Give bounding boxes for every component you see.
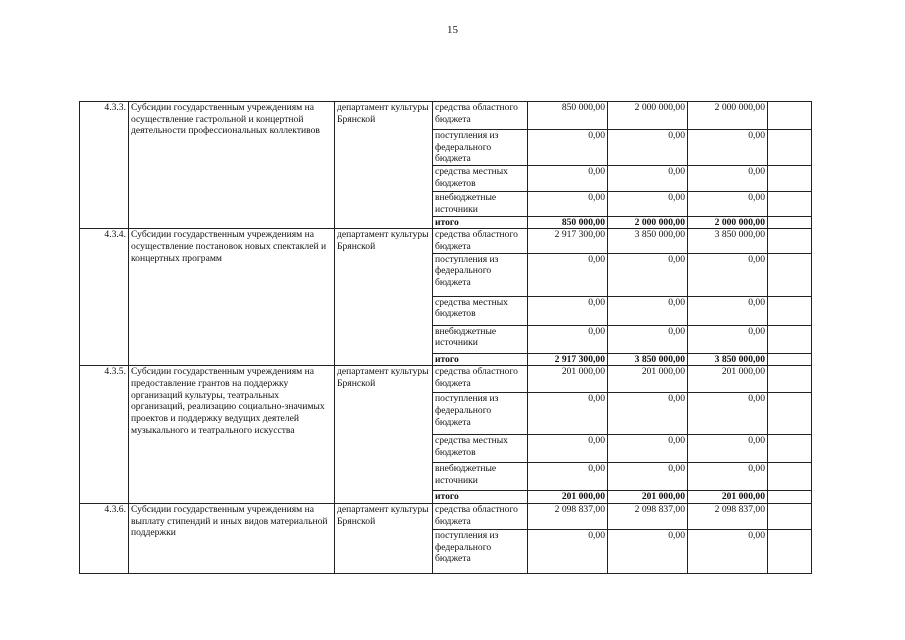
empty-cell bbox=[768, 130, 812, 166]
amount-year-3: 2 098 837,00 bbox=[688, 504, 768, 530]
row-number: 4.3.5. bbox=[80, 366, 129, 504]
amount-year-1: 0,00 bbox=[528, 325, 608, 353]
amount-year-1: 0,00 bbox=[528, 253, 608, 296]
amount-year-3: 3 850 000,00 bbox=[688, 353, 768, 366]
amount-year-2: 2 000 000,00 bbox=[608, 216, 688, 229]
amount-year-1: 0,00 bbox=[528, 435, 608, 463]
empty-cell bbox=[768, 366, 812, 393]
amount-year-2: 2 098 837,00 bbox=[608, 504, 688, 530]
funding-source: итого bbox=[433, 353, 528, 366]
amount-year-2: 0,00 bbox=[608, 296, 688, 325]
funding-source: внебюджетные источники bbox=[433, 192, 528, 216]
row-number: 4.3.6. bbox=[80, 504, 129, 574]
table-row bbox=[80, 229, 812, 253]
amount-year-2: 201 000,00 bbox=[608, 366, 688, 393]
amount-year-1: 0,00 bbox=[528, 463, 608, 491]
row-executor: департамент культуры Брянской bbox=[335, 504, 433, 574]
amount-year-2: 0,00 bbox=[608, 393, 688, 435]
empty-cell bbox=[768, 491, 812, 504]
row-executor: департамент культуры Брянской bbox=[335, 229, 433, 366]
amount-year-3: 0,00 bbox=[688, 192, 768, 216]
budget-table bbox=[79, 101, 812, 574]
amount-year-2: 0,00 bbox=[608, 530, 688, 574]
amount-year-3: 0,00 bbox=[688, 130, 768, 166]
amount-year-1: 850 000,00 bbox=[528, 102, 608, 130]
amount-year-2: 201 000,00 bbox=[608, 491, 688, 504]
empty-cell bbox=[768, 166, 812, 192]
empty-cell bbox=[768, 504, 812, 530]
amount-year-2: 3 850 000,00 bbox=[608, 229, 688, 253]
row-description: Субсидии государственным учреждениям на осуществление постановок новых спектаклей и концертных программ bbox=[129, 229, 335, 366]
amount-year-1: 201 000,00 bbox=[528, 366, 608, 393]
row-executor: департамент культуры Брянской bbox=[335, 366, 433, 504]
funding-source: внебюджетные источники bbox=[433, 325, 528, 353]
table-row bbox=[80, 504, 812, 530]
table-row bbox=[80, 102, 812, 130]
amount-year-1: 201 000,00 bbox=[528, 491, 608, 504]
row-executor: департамент культуры Брянской bbox=[335, 102, 433, 229]
empty-cell bbox=[768, 253, 812, 296]
funding-source: поступления из федерального бюджета bbox=[433, 130, 528, 166]
amount-year-1: 0,00 bbox=[528, 296, 608, 325]
amount-year-2: 0,00 bbox=[608, 463, 688, 491]
empty-cell bbox=[768, 353, 812, 366]
amount-year-3: 0,00 bbox=[688, 435, 768, 463]
funding-source: средства областного бюджета bbox=[433, 102, 528, 130]
funding-source: средства областного бюджета bbox=[433, 366, 528, 393]
amount-year-2: 0,00 bbox=[608, 192, 688, 216]
empty-cell bbox=[768, 435, 812, 463]
amount-year-2: 0,00 bbox=[608, 166, 688, 192]
funding-source: поступления из федерального бюджета bbox=[433, 393, 528, 435]
row-number: 4.3.4. bbox=[80, 229, 129, 366]
amount-year-3: 201 000,00 bbox=[688, 491, 768, 504]
amount-year-2: 2 000 000,00 bbox=[608, 102, 688, 130]
empty-cell bbox=[768, 393, 812, 435]
row-number: 4.3.3. bbox=[80, 102, 129, 229]
amount-year-2: 0,00 bbox=[608, 325, 688, 353]
empty-cell bbox=[768, 463, 812, 491]
funding-source: внебюджетные источники bbox=[433, 463, 528, 491]
funding-source: средства областного бюджета bbox=[433, 229, 528, 253]
amount-year-1: 2 098 837,00 bbox=[528, 504, 608, 530]
funding-source: средства местных бюджетов bbox=[433, 296, 528, 325]
empty-cell bbox=[768, 102, 812, 130]
amount-year-1: 850 000,00 bbox=[528, 216, 608, 229]
funding-source: поступления из федерального бюджета bbox=[433, 530, 528, 574]
amount-year-1: 0,00 bbox=[528, 393, 608, 435]
funding-source: средства местных бюджетов bbox=[433, 435, 528, 463]
funding-source: итого bbox=[433, 216, 528, 229]
empty-cell bbox=[768, 192, 812, 216]
table-row bbox=[80, 366, 812, 393]
amount-year-3: 2 000 000,00 bbox=[688, 216, 768, 229]
amount-year-1: 0,00 bbox=[528, 530, 608, 574]
amount-year-2: 0,00 bbox=[608, 435, 688, 463]
amount-year-3: 0,00 bbox=[688, 166, 768, 192]
amount-year-1: 0,00 bbox=[528, 166, 608, 192]
amount-year-3: 3 850 000,00 bbox=[688, 229, 768, 253]
amount-year-1: 0,00 bbox=[528, 130, 608, 166]
amount-year-2: 0,00 bbox=[608, 130, 688, 166]
amount-year-3: 0,00 bbox=[688, 530, 768, 574]
table-body bbox=[80, 102, 812, 574]
empty-cell bbox=[768, 229, 812, 253]
amount-year-3: 0,00 bbox=[688, 325, 768, 353]
amount-year-1: 2 917 300,00 bbox=[528, 353, 608, 366]
empty-cell bbox=[768, 325, 812, 353]
funding-source: поступления из федерального бюджета bbox=[433, 253, 528, 296]
funding-source: средства местных бюджетов bbox=[433, 166, 528, 192]
page-number: 15 bbox=[447, 24, 458, 36]
row-description: Субсидии государственным учреждениям на предоставление грантов на поддержку организаций культуры, театральных организаций, реализацию социально-значимых проектов и поддержку ведущих деятелей музыкального и театрального искусства bbox=[129, 366, 335, 504]
row-description: Субсидии государственным учреждениям на выплату стипендий и иных видов материальной поддержки bbox=[129, 504, 335, 574]
empty-cell bbox=[768, 296, 812, 325]
amount-year-1: 0,00 bbox=[528, 192, 608, 216]
funding-source: итого bbox=[433, 491, 528, 504]
amount-year-3: 0,00 bbox=[688, 253, 768, 296]
amount-year-3: 201 000,00 bbox=[688, 366, 768, 393]
amount-year-2: 3 850 000,00 bbox=[608, 353, 688, 366]
empty-cell bbox=[768, 216, 812, 229]
amount-year-3: 0,00 bbox=[688, 393, 768, 435]
amount-year-3: 2 000 000,00 bbox=[688, 102, 768, 130]
funding-source: средства областного бюджета bbox=[433, 504, 528, 530]
amount-year-3: 0,00 bbox=[688, 463, 768, 491]
row-description: Субсидии государственным учреждениям на осуществление гастрольной и концертной деятельности профессиональных коллективов bbox=[129, 102, 335, 229]
amount-year-2: 0,00 bbox=[608, 253, 688, 296]
amount-year-3: 0,00 bbox=[688, 296, 768, 325]
amount-year-1: 2 917 300,00 bbox=[528, 229, 608, 253]
empty-cell bbox=[768, 530, 812, 574]
